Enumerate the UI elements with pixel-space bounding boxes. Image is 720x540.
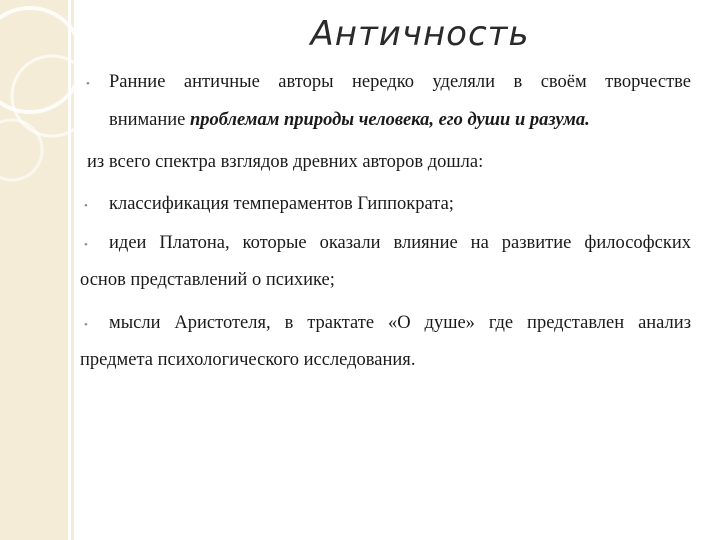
bullet-icon: • (86, 78, 90, 90)
sidebar-ring-decoration (0, 0, 74, 540)
item-hippocrates: классификация темпераментов Гиппократа; (109, 194, 454, 214)
bullet-icon: • (84, 200, 88, 212)
decorative-sidebar (0, 0, 74, 540)
item-aristotle-line-2: предмета психологического исследования. (80, 350, 416, 370)
item-aristotle-line-1: мысли Аристотеля, в трактате «О душе» где представлен анализ (109, 313, 691, 333)
intro-line-2 (109, 110, 590, 131)
bullet-icon: • (84, 239, 88, 251)
slide-title: Античность (310, 14, 530, 54)
item-plato-line-1: идеи Платона, которые оказали влияние на развитие философских (109, 233, 691, 253)
sidebar-divider (68, 0, 71, 540)
intro-text: внимание (109, 110, 190, 130)
bullet-icon: • (84, 319, 88, 331)
intro-line-1: Ранние античные авторы нередко уделяли в своём творчестве (109, 72, 691, 92)
intro-emphasis: проблемам природы человека, его души и разума. (189, 110, 590, 130)
subheading: из всего спектра взглядов древних авторов дошла: (87, 152, 484, 172)
item-plato-line-2: основ представлений о психике; (80, 270, 335, 290)
